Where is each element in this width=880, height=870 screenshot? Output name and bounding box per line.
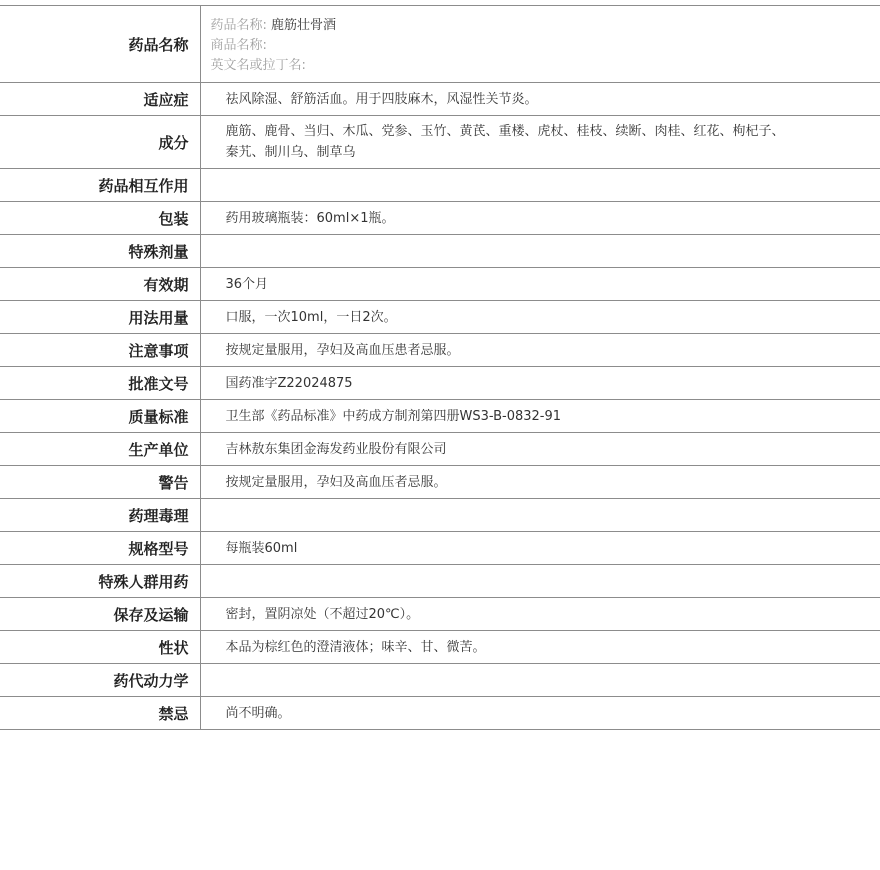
row-label: 生产单位 bbox=[0, 433, 200, 466]
row-quality-standard bbox=[0, 400, 880, 433]
drug-name-value: 鹿筋壮骨酒 bbox=[271, 18, 337, 33]
row-value: 吉林敖东集团金海发药业股份有限公司 bbox=[225, 441, 447, 457]
row-contraindications bbox=[0, 697, 880, 730]
row-value: 尚不明确。 bbox=[225, 705, 291, 721]
row-manufacturer bbox=[0, 433, 880, 466]
row-value: 本品为棕红色的澄清液体；味辛、甘、微苦。 bbox=[225, 639, 486, 655]
row-label: 特殊人群用药 bbox=[0, 565, 200, 598]
row-description bbox=[0, 631, 880, 664]
row-warning bbox=[0, 466, 880, 499]
row-approval-number bbox=[0, 367, 880, 400]
name-block bbox=[200, 6, 880, 83]
row-value: 密封，置阴凉处（不超过20℃）。 bbox=[225, 606, 420, 622]
row-shelf-life bbox=[0, 268, 880, 301]
row-value: 卫生部《药品标准》中药成方制剂第四册WS3-B-0832-91 bbox=[225, 408, 562, 424]
row-label: 性状 bbox=[0, 631, 200, 664]
row-ingredients bbox=[0, 116, 880, 169]
row-label: 成分 bbox=[0, 116, 200, 169]
row-label: 保存及运输 bbox=[0, 598, 200, 631]
drug-name-key: 药品名称: bbox=[210, 18, 267, 33]
row-label: 药品相互作用 bbox=[0, 169, 200, 202]
row-storage bbox=[0, 598, 880, 631]
row-label: 用法用量 bbox=[0, 301, 200, 334]
row-label: 药理毒理 bbox=[0, 499, 200, 532]
row-special-dosage bbox=[0, 235, 880, 268]
row-label: 包装 bbox=[0, 202, 200, 235]
row-precautions bbox=[0, 334, 880, 367]
row-value: 按规定量服用，孕妇及高血压患者忌服。 bbox=[225, 342, 460, 358]
row-specification bbox=[0, 532, 880, 565]
row-label: 规格型号 bbox=[0, 532, 200, 565]
row-label: 警告 bbox=[0, 466, 200, 499]
row-label: 禁忌 bbox=[0, 697, 200, 730]
drug-info-table bbox=[0, 5, 880, 730]
product-name-key: 商品名称: bbox=[210, 38, 267, 53]
row-indication bbox=[0, 83, 880, 116]
row-value: 鹿筋、鹿骨、当归、木瓜、党参、玉竹、黄芪、重楼、虎杖、桂枝、续断、肉桂、红花、枸杞子、秦艽、制川乌、制草乌 bbox=[225, 124, 785, 160]
row-drug-name bbox=[0, 6, 880, 83]
row-interactions bbox=[0, 169, 880, 202]
row-value: 祛风除湿、舒筋活血。用于四肢麻木，风湿性关节炎。 bbox=[225, 91, 538, 107]
row-value bbox=[200, 235, 880, 268]
row-value bbox=[200, 169, 880, 202]
drug-name-line bbox=[211, 16, 791, 36]
row-label: 药代动力学 bbox=[0, 664, 200, 697]
english-name-line bbox=[211, 56, 791, 76]
row-value: 每瓶装60ml bbox=[225, 540, 298, 556]
row-value: 36个月 bbox=[225, 276, 269, 292]
row-packaging bbox=[0, 202, 880, 235]
row-value: 药用玻璃瓶装：60ml×1瓶。 bbox=[225, 210, 395, 226]
row-label: 药品名称 bbox=[0, 6, 200, 83]
row-label: 批准文号 bbox=[0, 367, 200, 400]
row-label: 适应症 bbox=[0, 83, 200, 116]
row-label: 注意事项 bbox=[0, 334, 200, 367]
row-value: 国药准字Z22024875 bbox=[225, 375, 353, 391]
row-value bbox=[200, 664, 880, 697]
row-pharmacokinetics bbox=[0, 664, 880, 697]
product-name-line bbox=[211, 36, 791, 56]
row-label: 质量标准 bbox=[0, 400, 200, 433]
row-label: 有效期 bbox=[0, 268, 200, 301]
row-usage bbox=[0, 301, 880, 334]
row-label: 特殊剂量 bbox=[0, 235, 200, 268]
row-value bbox=[200, 499, 880, 532]
row-pharmacology bbox=[0, 499, 880, 532]
row-value: 口服，一次10ml，一日2次。 bbox=[225, 309, 397, 325]
row-special-populations bbox=[0, 565, 880, 598]
row-value bbox=[200, 565, 880, 598]
english-name-key: 英文名或拉丁名: bbox=[210, 58, 306, 73]
row-value: 按规定量服用，孕妇及高血压者忌服。 bbox=[225, 474, 447, 490]
